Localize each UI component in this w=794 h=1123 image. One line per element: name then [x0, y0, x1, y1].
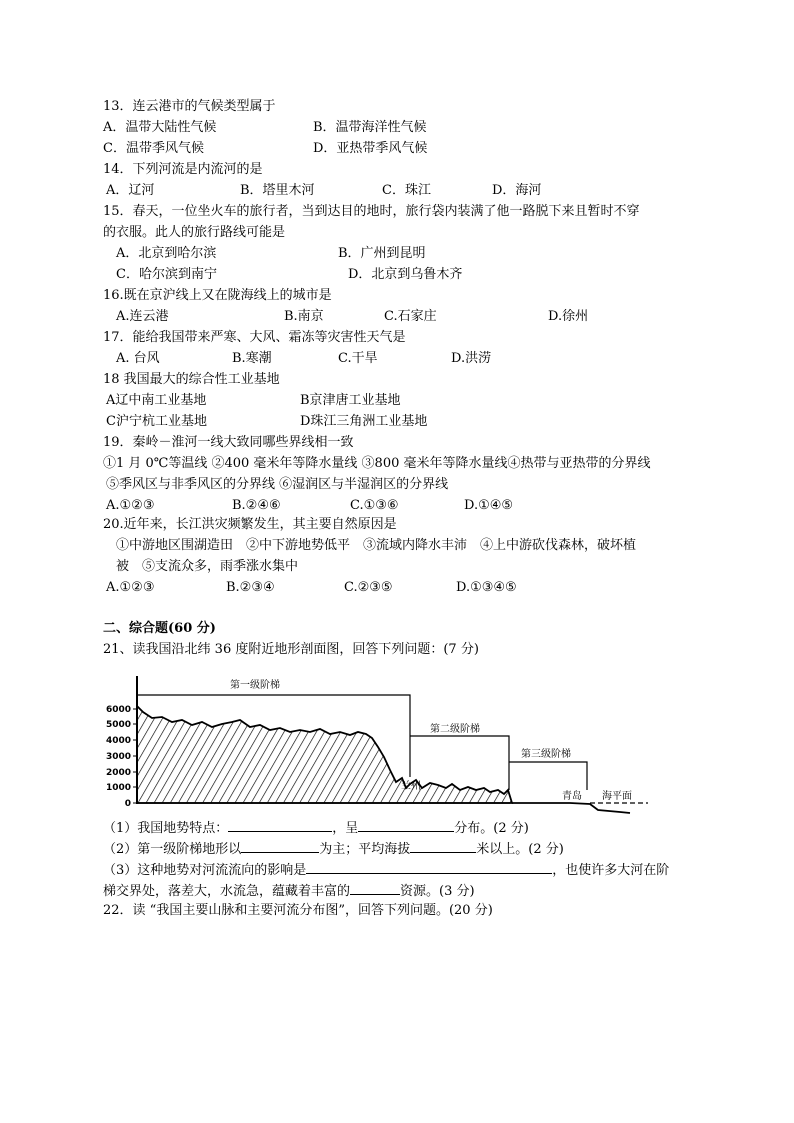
q19-items-line2: ⑤季风区与非季风区的分界线 ⑥湿润区与半湿润区的分界线: [106, 477, 449, 492]
step2-label: 第二级阶梯: [430, 724, 480, 735]
q14-option-c: C．珠江: [382, 183, 431, 198]
q13-option-b: B．温带海洋性气候: [313, 120, 427, 135]
q16-stem: 16.既在京沪线上又在陇海线上的城市是: [103, 288, 332, 303]
sea-level-label: 海平面: [602, 791, 632, 802]
q19-option-d: D.①④⑤: [464, 498, 514, 513]
step2-bracket: [410, 736, 509, 790]
q16-option-c: C.石家庄: [384, 309, 437, 324]
answer-blank[interactable]: [306, 860, 552, 874]
q15-option-a: A．北京到哈尔滨: [116, 246, 217, 261]
q13-option-d: D．亚热带季风气候: [313, 141, 428, 156]
answer-blank[interactable]: [350, 881, 400, 895]
q18-option-b: B京津唐工业基地: [300, 393, 401, 408]
answer-blank[interactable]: [228, 818, 332, 832]
q19-stem: 19．秦岭－淮河一线大致同哪些界线相一致: [103, 435, 354, 450]
q21-part3: （3）这种地势对河流流向的影响是 ，也使许多大河在阶: [103, 860, 669, 880]
y-tick-label: 5000: [105, 720, 131, 730]
terrain-profile-figure: [100, 672, 660, 822]
coastline: [512, 803, 630, 813]
q20-option-c: C.②③⑤: [344, 580, 393, 595]
q14-option-b: B．塔里木河: [240, 183, 315, 198]
step3-bracket: [509, 762, 587, 790]
step3-label: 第三级阶梯: [521, 749, 571, 760]
q20-stem: 20.近年来，长江洪灾频繁发生，其主要自然原因是: [103, 517, 397, 532]
q18-option-d: D珠江三角洲工业基地: [300, 414, 428, 429]
q20-option-b: B.②③④: [226, 580, 275, 595]
q18-option-c: C沪宁杭工业基地: [106, 414, 207, 429]
answer-blank[interactable]: [241, 839, 319, 853]
q19-option-c: C.①③⑥: [350, 498, 399, 513]
q15-stem-line1: 15．春天，一位坐火车的旅行者，当到达目的地时，旅行袋内装满了他一路脱下来且暂时不穿: [103, 204, 640, 219]
answer-blank[interactable]: [358, 818, 454, 832]
q19-option-b: B.②④⑥: [232, 498, 281, 513]
q20-items-line1: ①中游地区围湖造田 ②中下游地势低平 ③流域内降水丰沛 ④上中游砍伐森林，破坏植: [116, 538, 637, 553]
y-tick-label: 4000: [105, 736, 131, 746]
q13-option-a: A．温带大陆性气候: [103, 120, 217, 135]
q15-stem-line2: 的衣服。此人的旅行路线可能是: [103, 225, 286, 240]
q15-option-b: B．广州到昆明: [338, 246, 426, 261]
q20-option-d: D.①③④⑤: [456, 580, 517, 595]
q13-option-c: C．温带季风气候: [103, 141, 204, 156]
q14-stem: 14．下列河流是内流河的是: [103, 162, 263, 177]
q20-items-line2: 被 ⑤支流众多，雨季涨水集中: [116, 559, 299, 574]
y-tick-label: 2000: [105, 768, 131, 778]
q21-part2: （2）第一级阶梯地形以 为主；平均海拔 米以上。(2 分): [103, 839, 564, 859]
q21-stem: 21、读我国沿北纬 36 度附近地形剖面图，回答下列问题：(7 分): [103, 642, 479, 657]
q14-option-d: D．海河: [492, 183, 542, 198]
step1-label: 第一级阶梯: [230, 680, 280, 691]
y-tick-label: 0: [124, 799, 131, 809]
q17-stem: 17．能给我国带来严寒、大风、霜冻等灾害性天气是: [103, 330, 406, 345]
y-tick-label: 6000: [105, 705, 131, 715]
q17-option-c: C.干旱: [338, 351, 378, 366]
answer-blank[interactable]: [410, 839, 476, 853]
q16-option-b: B.南京: [284, 309, 324, 324]
q17-option-b: B.寒潮: [232, 351, 272, 366]
q17-option-a: A. 台风: [116, 351, 160, 366]
q22-stem: 22．读 “我国主要山脉和主要河流分布图”，回答下列问题。(20 分): [103, 903, 493, 918]
q15-option-d: D．北京到乌鲁木齐: [348, 267, 463, 282]
q15-option-c: C．哈尔滨到南宁: [116, 267, 217, 282]
q13-stem: 13．连云港市的气候类型属于: [103, 99, 276, 114]
q14-option-a: A．辽河: [106, 183, 155, 198]
q21-part3-cont: 梯交界处，落差大，水流急，蕴藏着丰富的 资源。(3 分): [103, 881, 475, 901]
terrain-profile: [137, 706, 512, 803]
q19-items-line1: ①1 月 0℃等温线 ②400 毫米年等降水量线 ③800 毫米年等降水量线④热带与亚热带的分界线: [103, 456, 651, 471]
y-tick-label: 3000: [105, 752, 131, 762]
q19-option-a: A.①②③: [106, 498, 155, 513]
q16-option-d: D.徐州: [548, 309, 589, 324]
q20-option-a: A.①②③: [106, 580, 155, 595]
lanzhou-label: 兰州: [401, 781, 421, 792]
y-tick-label: 1000: [105, 783, 131, 793]
q21-part1: （1）我国地势特点： ，呈 分布。(2 分): [103, 818, 529, 838]
q17-option-d: D.洪涝: [451, 351, 492, 366]
q18-option-a: A辽中南工业基地: [106, 393, 207, 408]
section-heading: 二、综合题(60 分): [103, 621, 216, 636]
q18-stem: 18 我国最大的综合性工业基地: [103, 372, 280, 387]
q16-option-a: A.连云港: [116, 309, 169, 324]
qingdao-label: 青岛: [562, 791, 582, 802]
